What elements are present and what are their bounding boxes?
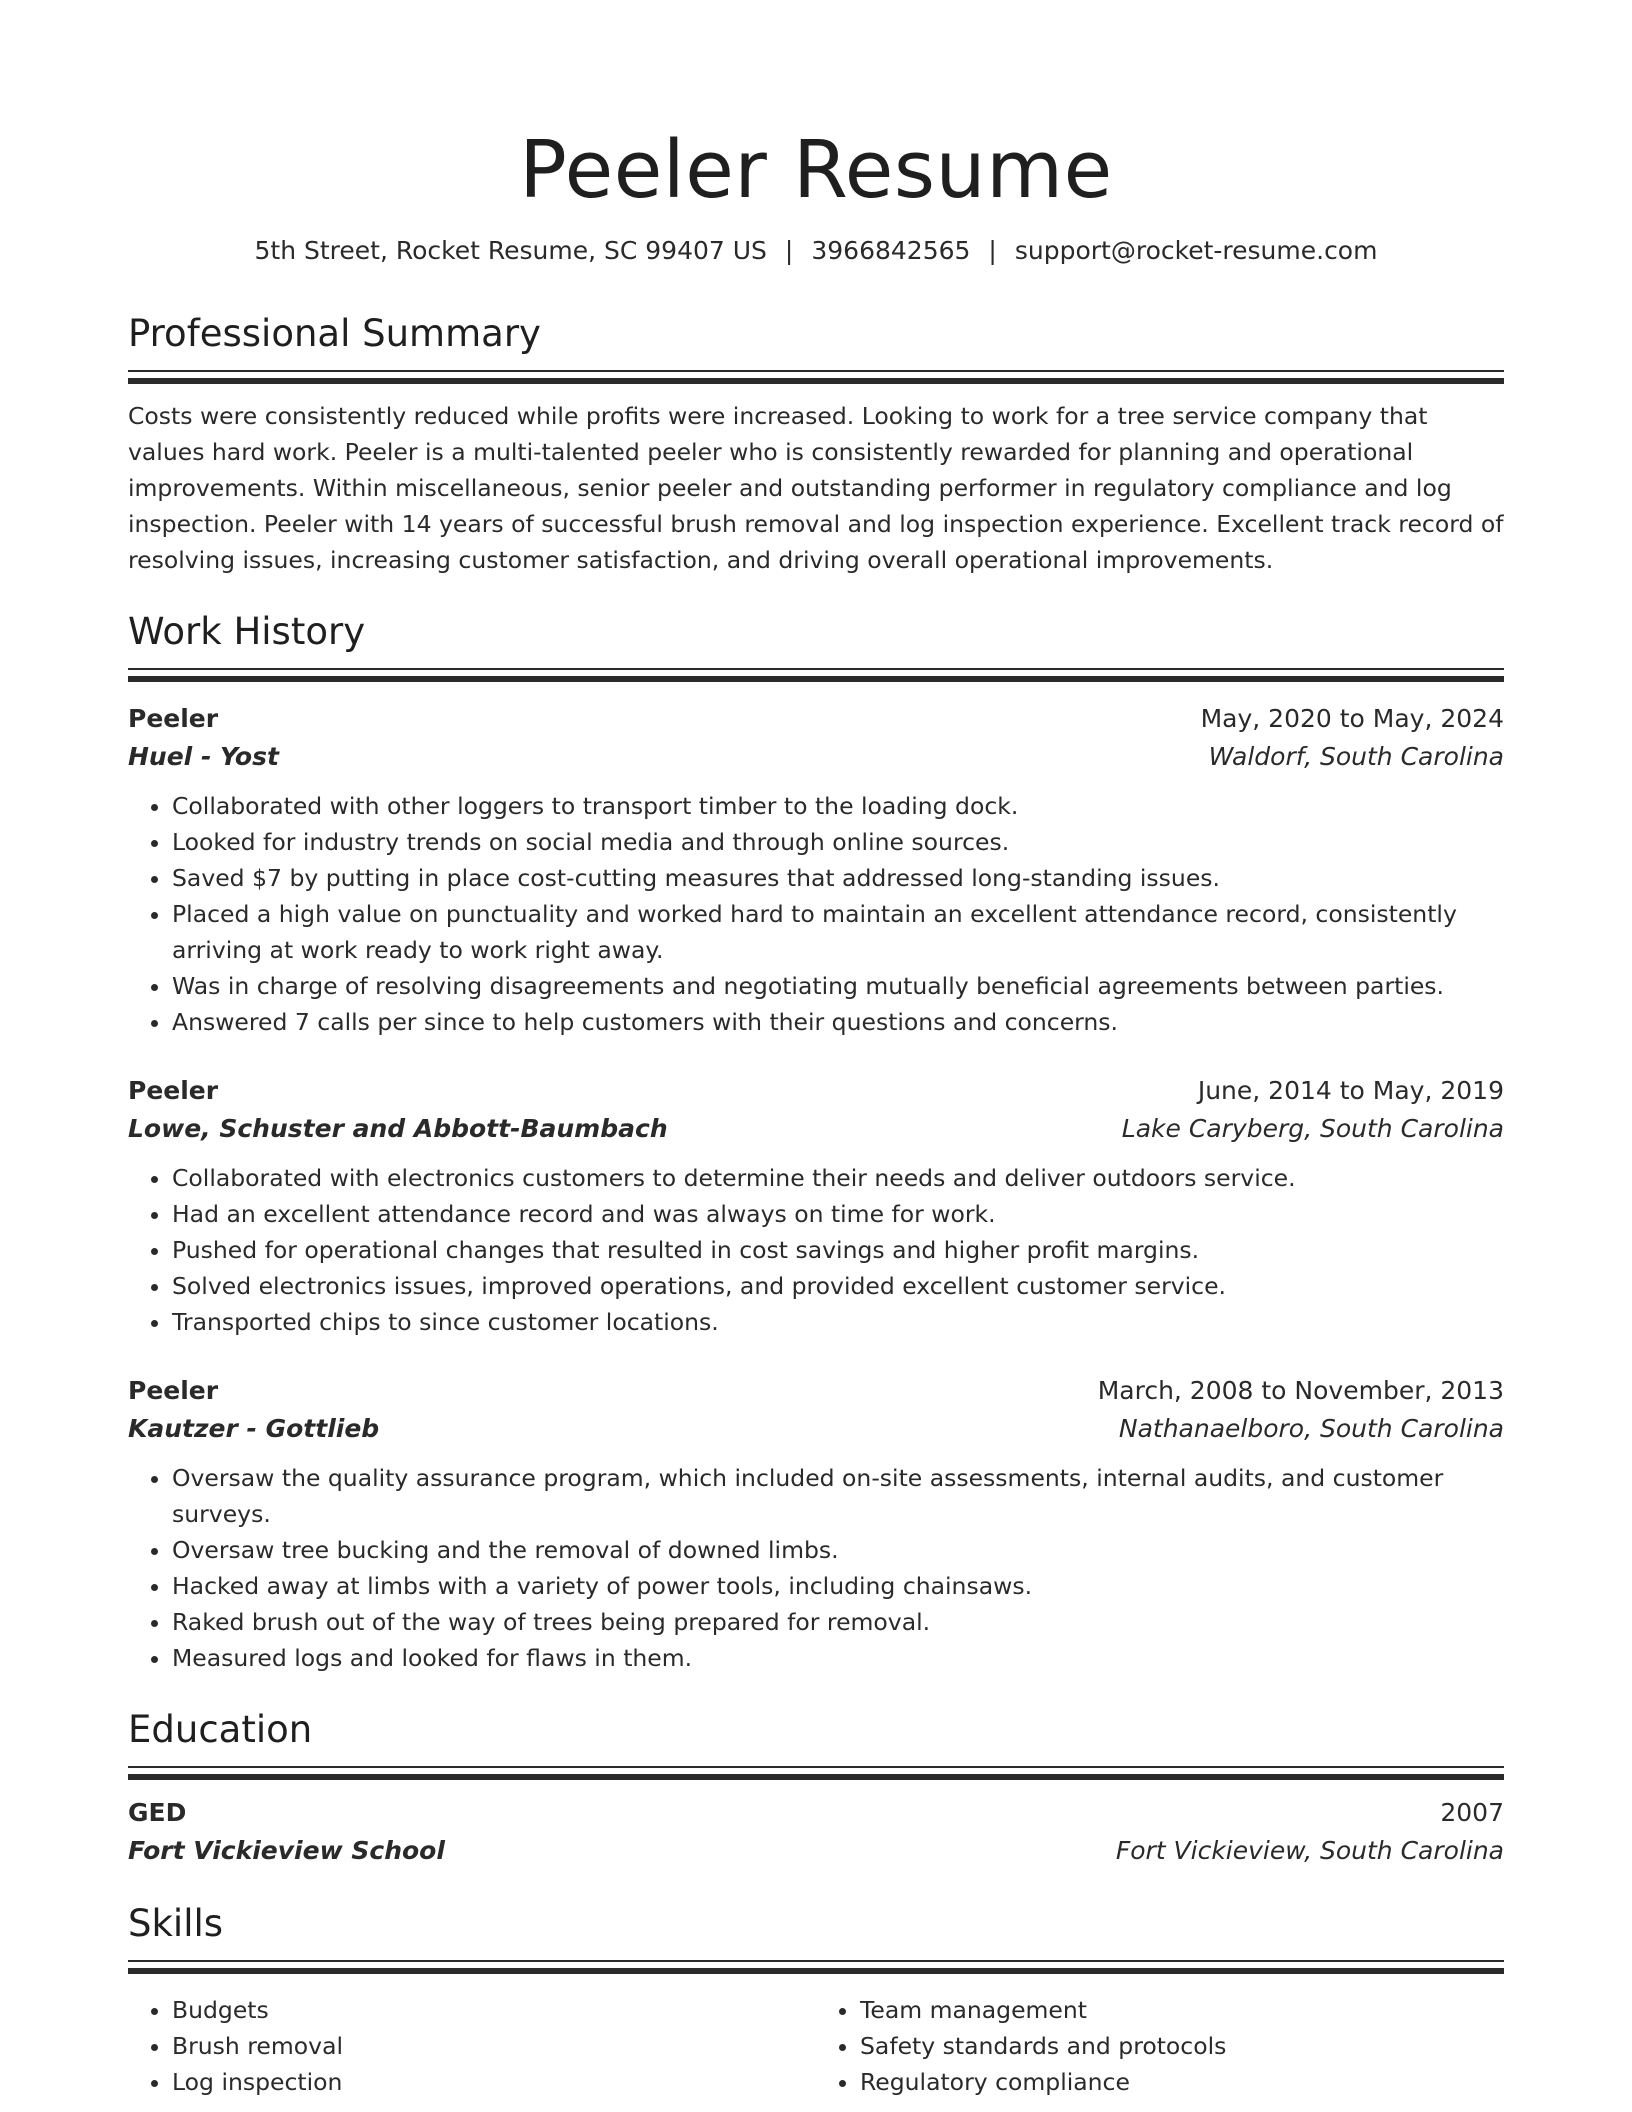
summary-heading: Professional Summary bbox=[128, 312, 541, 355]
list-item: • Solved electronics issues, improved operations, and provided excellent customer service. bbox=[172, 1268, 1504, 1304]
job-company-row bbox=[128, 738, 1504, 776]
summary-text: Costs were consistently reduced while profits were increased. Looking to work for a tree service company that values hard work. Peeler is a multi-talented peeler who is consistently rewarded for planning and operational improvements. Within miscellaneous, senior peeler and outstanding performer in regulatory compliance and log inspection. Peeler with 14 years of successful brush removal and log inspection experience. Excellent track record of resolving issues, increasing customer satisfaction, and driving overall operational improvements. bbox=[128, 402, 1504, 574]
contact-email: support@rocket-resume.com bbox=[1014, 236, 1378, 265]
contact-phone: 3966842565 bbox=[811, 236, 971, 265]
list-item: • Transported chips to since customer locations. bbox=[172, 1304, 1504, 1340]
job-company: Kautzer - Gottlieb bbox=[128, 1414, 380, 1443]
job-entry bbox=[128, 1372, 1504, 1676]
list-item: • Measured logs and looked for flaws in them. bbox=[172, 1640, 1504, 1676]
list-item: • Placed a high value on punctuality and worked hard to maintain an excellent attendance record, consistently arriving at work ready to work right away. bbox=[172, 896, 1504, 968]
list-item: • Collaborated with other loggers to transport timber to the loading dock. bbox=[172, 788, 1504, 824]
education-location: Fort Vickieview, South Carolina bbox=[1115, 1836, 1504, 1865]
job-location: Nathanaelboro, South Carolina bbox=[1118, 1414, 1504, 1443]
skills-list-right bbox=[816, 1992, 1504, 2100]
contact-separator: | bbox=[988, 236, 997, 265]
job-company: Huel - Yost bbox=[128, 742, 279, 771]
list-item: • Collaborated with electronics customers to determine their needs and deliver outdoors service. bbox=[172, 1160, 1504, 1196]
education-school-row bbox=[128, 1832, 1504, 1870]
job-header-row bbox=[128, 1372, 1504, 1410]
list-item: • Hacked away at limbs with a variety of power tools, including chainsaws. bbox=[172, 1568, 1504, 1604]
job-entry bbox=[128, 1072, 1504, 1340]
list-item: • Saved $7 by putting in place cost-cutting measures that addressed long-standing issues. bbox=[172, 860, 1504, 896]
work-history-heading: Work History bbox=[128, 610, 366, 653]
section-divider bbox=[128, 1766, 1504, 1780]
list-item: • Budgets bbox=[172, 1992, 816, 2028]
section-divider bbox=[128, 668, 1504, 682]
job-title: Peeler bbox=[128, 1076, 219, 1105]
section-divider bbox=[128, 1960, 1504, 1974]
list-item: • Oversaw tree bucking and the removal of downed limbs. bbox=[172, 1532, 1504, 1568]
resume-name: Peeler Resume bbox=[519, 124, 1113, 216]
job-dates: March, 2008 to November, 2013 bbox=[1097, 1376, 1504, 1405]
job-bullets bbox=[128, 1160, 1504, 1340]
education-degree: GED bbox=[128, 1798, 187, 1827]
job-dates: May, 2020 to May, 2024 bbox=[1200, 704, 1504, 733]
list-item: • Raked brush out of the way of trees being prepared for removal. bbox=[172, 1604, 1504, 1640]
skills-list-left bbox=[128, 1992, 816, 2100]
skills-columns bbox=[128, 1988, 1504, 2100]
job-title: Peeler bbox=[128, 704, 219, 733]
job-header-row bbox=[128, 700, 1504, 738]
skills-section bbox=[128, 1900, 1504, 2100]
job-entry bbox=[128, 700, 1504, 1040]
list-item: • Was in charge of resolving disagreements and negotiating mutually beneficial agreements between parties. bbox=[172, 968, 1504, 1004]
job-location: Lake Caryberg, South Carolina bbox=[1121, 1114, 1504, 1143]
contact-separator: | bbox=[784, 236, 794, 265]
job-bullets bbox=[128, 1460, 1504, 1676]
contact-address: 5th Street, Rocket Resume, SC 99407 US bbox=[254, 236, 767, 265]
list-item: • Had an excellent attendance record and was always on time for work. bbox=[172, 1196, 1504, 1232]
job-dates: June, 2014 to May, 2019 bbox=[1197, 1076, 1504, 1105]
list-item: • Answered 7 calls per since to help customers with their questions and concerns. bbox=[172, 1004, 1504, 1040]
contact-line bbox=[128, 234, 1504, 268]
education-section bbox=[128, 1706, 1504, 1870]
job-company-row bbox=[128, 1110, 1504, 1148]
list-item: • Brush removal bbox=[172, 2028, 816, 2064]
list-item: • Safety standards and protocols bbox=[860, 2028, 1504, 2064]
education-year: 2007 bbox=[1440, 1798, 1504, 1827]
section-divider bbox=[128, 370, 1504, 384]
resume-page bbox=[128, 0, 1504, 2100]
job-company: Lowe, Schuster and Abbott-Baumbach bbox=[128, 1114, 668, 1143]
education-header-row bbox=[128, 1794, 1504, 1832]
list-item: • Oversaw the quality assurance program, which included on-site assessments, internal audits, and customer surveys. bbox=[172, 1460, 1504, 1532]
skills-heading: Skills bbox=[128, 1902, 224, 1945]
summary-section bbox=[128, 310, 1504, 578]
list-item: • Pushed for operational changes that resulted in cost savings and higher profit margins. bbox=[172, 1232, 1504, 1268]
job-location: Waldorf, South Carolina bbox=[1208, 742, 1504, 771]
list-item: • Log inspection bbox=[172, 2064, 816, 2100]
job-company-row bbox=[128, 1410, 1504, 1448]
job-title: Peeler bbox=[128, 1376, 219, 1405]
work-history-section bbox=[128, 608, 1504, 1676]
list-item: • Regulatory compliance bbox=[860, 2064, 1504, 2100]
education-school: Fort Vickieview School bbox=[128, 1836, 445, 1865]
job-header-row bbox=[128, 1072, 1504, 1110]
list-item: • Looked for industry trends on social media and through online sources. bbox=[172, 824, 1504, 860]
job-bullets bbox=[128, 788, 1504, 1040]
list-item: • Team management bbox=[860, 1992, 1504, 2028]
education-heading: Education bbox=[128, 1708, 313, 1751]
